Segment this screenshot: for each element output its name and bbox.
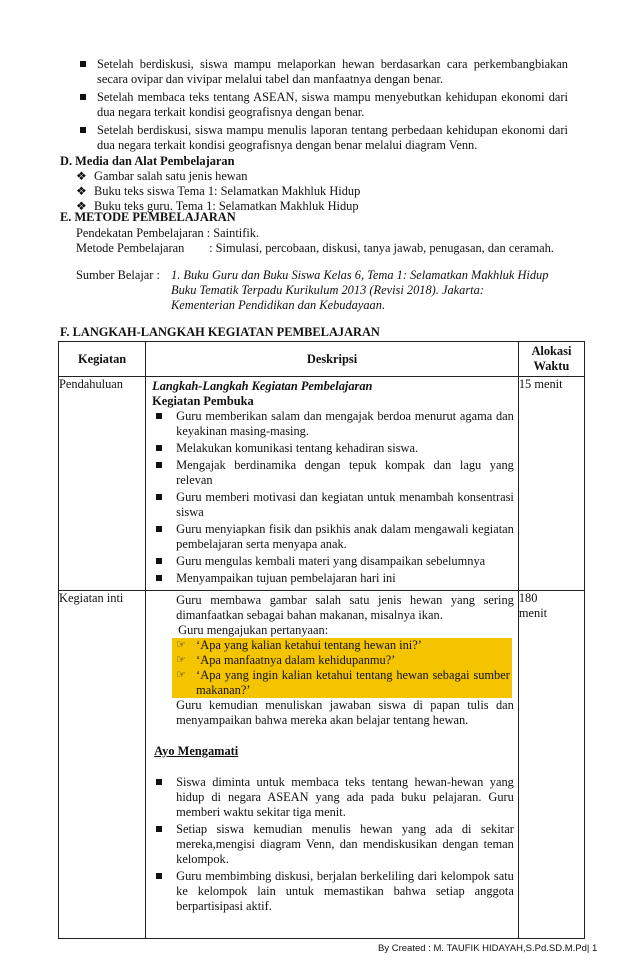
metode-value: : Simulasi, percobaan, diskusi, tanya jawab, penugasan, dan ceramah. xyxy=(209,241,554,255)
inti-ask: Guru mengajukan pertanyaan: xyxy=(178,623,329,637)
media-item: ❖ Buku teks guru. Tema 1: Selamatkan Makhluk Hidup xyxy=(76,199,359,213)
inti-intro: Guru membawa gambar salah satu jenis hewan yang sering dimanfaatkan sebagai bahan makanan, misalnya ikan. xyxy=(176,593,514,622)
media-item: ❖ Gambar salah satu jenis hewan xyxy=(76,169,248,183)
list-item: Siswa diminta untuk membaca teks tentang hewan-hewan yang hidup di negara ASEAN yang ada pada buku pelajaran. Guru memberi waktu sekitar tiga menit. xyxy=(146,775,518,820)
sumber-label: Sumber Belajar : xyxy=(76,268,160,282)
square-bullet-icon xyxy=(156,413,162,419)
media-list xyxy=(76,169,360,214)
list-item: Menyampaikan tujuan pembelajaran hari ini xyxy=(146,571,518,586)
pendahuluan-description xyxy=(146,377,519,591)
list-item: Mengajak berdinamika dengan tepuk kompak dan lagu yang relevan xyxy=(146,458,518,488)
inti-description xyxy=(146,591,519,939)
square-bullet-icon xyxy=(156,873,162,879)
objective-item: Setelah membaca teks tentang ASEAN, siswa mampu menyebutkan kehidupan ekonomi dari dua negara terkait kondisi geografisnya dengan benar. xyxy=(78,90,568,120)
ayo-mengamati-heading: Ayo Mengamati xyxy=(154,744,239,758)
square-bullet-icon xyxy=(156,779,162,785)
pendekatan-label: Pendekatan Pembelajaran xyxy=(76,226,204,240)
question-highlight-box xyxy=(172,638,512,698)
header-kegiatan: Kegiatan xyxy=(59,342,146,377)
pointing-hand-icon: ☞ xyxy=(176,654,187,666)
square-bullet-icon xyxy=(80,127,86,133)
objective-item: Setelah berdiskusi, siswa mampu menulis laporan tentang perbedaan kehidupan ekonomi dari dua negara terkait kondisi geografisnya dengan benar melalui diagram Venn. xyxy=(78,123,568,153)
square-bullet-icon xyxy=(156,494,162,500)
section-f-title: F. LANGKAH-LANGKAH KEGIATAN PEMBELAJARAN xyxy=(60,325,380,339)
square-bullet-icon xyxy=(80,61,86,67)
opening-list xyxy=(146,409,518,586)
opening-subtitle: Kegiatan Pembuka xyxy=(152,394,254,408)
list-item: Guru mengulas kembali materi yang disampaikan sebelumnya xyxy=(146,554,518,569)
square-bullet-icon xyxy=(80,94,86,100)
observe-list xyxy=(146,775,518,914)
time-pendahuluan: 15 menit xyxy=(518,377,584,591)
header-alokasi: Alokasi Waktu xyxy=(518,342,584,377)
square-bullet-icon xyxy=(156,526,162,532)
sumber-value: 1. Buku Guru dan Buku Siswa Kelas 6, Tema 1: Selamatkan Makhluk Hidup Buku Tematik Terpadu Kurikulum 2013 (Revisi 2018). Jakarta: Kementerian Pendidikan dan Kebudayaan. xyxy=(171,268,549,312)
header-deskripsi: Deskripsi xyxy=(146,342,519,377)
table-row xyxy=(59,591,585,939)
pendekatan-value: : Saintifik. xyxy=(206,226,260,240)
question-item: ☞ ‘Apa yang ingin kalian ketahui tentang hewan sebagai sumber makanan?’ xyxy=(176,668,510,697)
pointing-hand-icon: ☞ xyxy=(176,639,187,651)
square-bullet-icon xyxy=(156,462,162,468)
pendekatan-row xyxy=(76,226,259,241)
diamond-bullet-icon: ❖ xyxy=(76,184,87,198)
inti-after: Guru kemudian menuliskan jawaban siswa di papan tulis dan menyampaikan bahwa mereka akan belajar tentang hewan. xyxy=(176,698,514,727)
square-bullet-icon xyxy=(156,826,162,832)
row-label-pendahuluan: Pendahuluan xyxy=(59,377,146,591)
question-item: ☞ ‘Apa yang kalian ketahui tentang hewan ini?’ xyxy=(176,638,422,652)
row-label-inti: Kegiatan inti xyxy=(59,591,146,939)
square-bullet-icon xyxy=(156,575,162,581)
section-d-title: D. Media dan Alat Pembelajaran xyxy=(60,154,235,168)
list-item: Guru memberikan salam dan mengajak berdoa menurut agama dan keyakinan masing-masing. xyxy=(146,409,518,439)
list-item: Guru membimbing diskusi, berjalan berkeliling dari kelompok satu ke kelompok lain untuk memastikan bahwa setiap anggota berpartisipasi aktif. xyxy=(146,869,518,914)
list-item: Guru memberi motivasi dan kegiatan untuk menambah konsentrasi siswa xyxy=(146,490,518,520)
section-e-title: E. METODE PEMBELAJARAN xyxy=(60,210,236,224)
list-item: Guru menyiapkan fisik dan psikhis anak dalam mengawali kegiatan pembelajaran serta menyapa anak. xyxy=(146,522,518,552)
time-inti: 180 menit xyxy=(518,591,584,939)
square-bullet-icon xyxy=(156,445,162,451)
metode-label: Metode Pembelajaran xyxy=(76,241,185,255)
lesson-steps-table xyxy=(58,341,585,939)
list-item: Melakukan komunikasi tentang kehadiran siswa. xyxy=(146,441,518,456)
table-row xyxy=(59,377,585,591)
list-item: Setiap siswa kemudian menulis hewan yang ada di sekitar mereka,mengisi diagram Venn, dan mendiskusikan dengan teman kelompok. xyxy=(146,822,518,867)
question-item: ☞ ‘Apa manfaatnya dalam kehidupanmu?’ xyxy=(176,653,396,667)
objective-item: Setelah berdiskusi, siswa mampu melaporkan hewan berdasarkan cara perkembangbiakan secara ovipar dan vivipar melalui tabel dan manfaatnya dengan benar. xyxy=(78,57,568,87)
steps-subtitle: Langkah-Langkah Kegiatan Pembelajaran xyxy=(152,379,373,393)
table-header-row xyxy=(59,342,585,377)
pointing-hand-icon: ☞ xyxy=(176,669,187,681)
metode-row xyxy=(76,241,554,256)
media-item: ❖ Buku teks siswa Tema 1: Selamatkan Makhluk Hidup xyxy=(76,184,361,198)
page-footer: By Created : M. TAUFIK HIDAYAH,S.Pd.SD.M.Pd| 1 xyxy=(378,943,598,954)
diamond-bullet-icon: ❖ xyxy=(76,199,87,213)
diamond-bullet-icon: ❖ xyxy=(76,169,87,183)
objective-bullet-list xyxy=(78,57,568,156)
square-bullet-icon xyxy=(156,558,162,564)
